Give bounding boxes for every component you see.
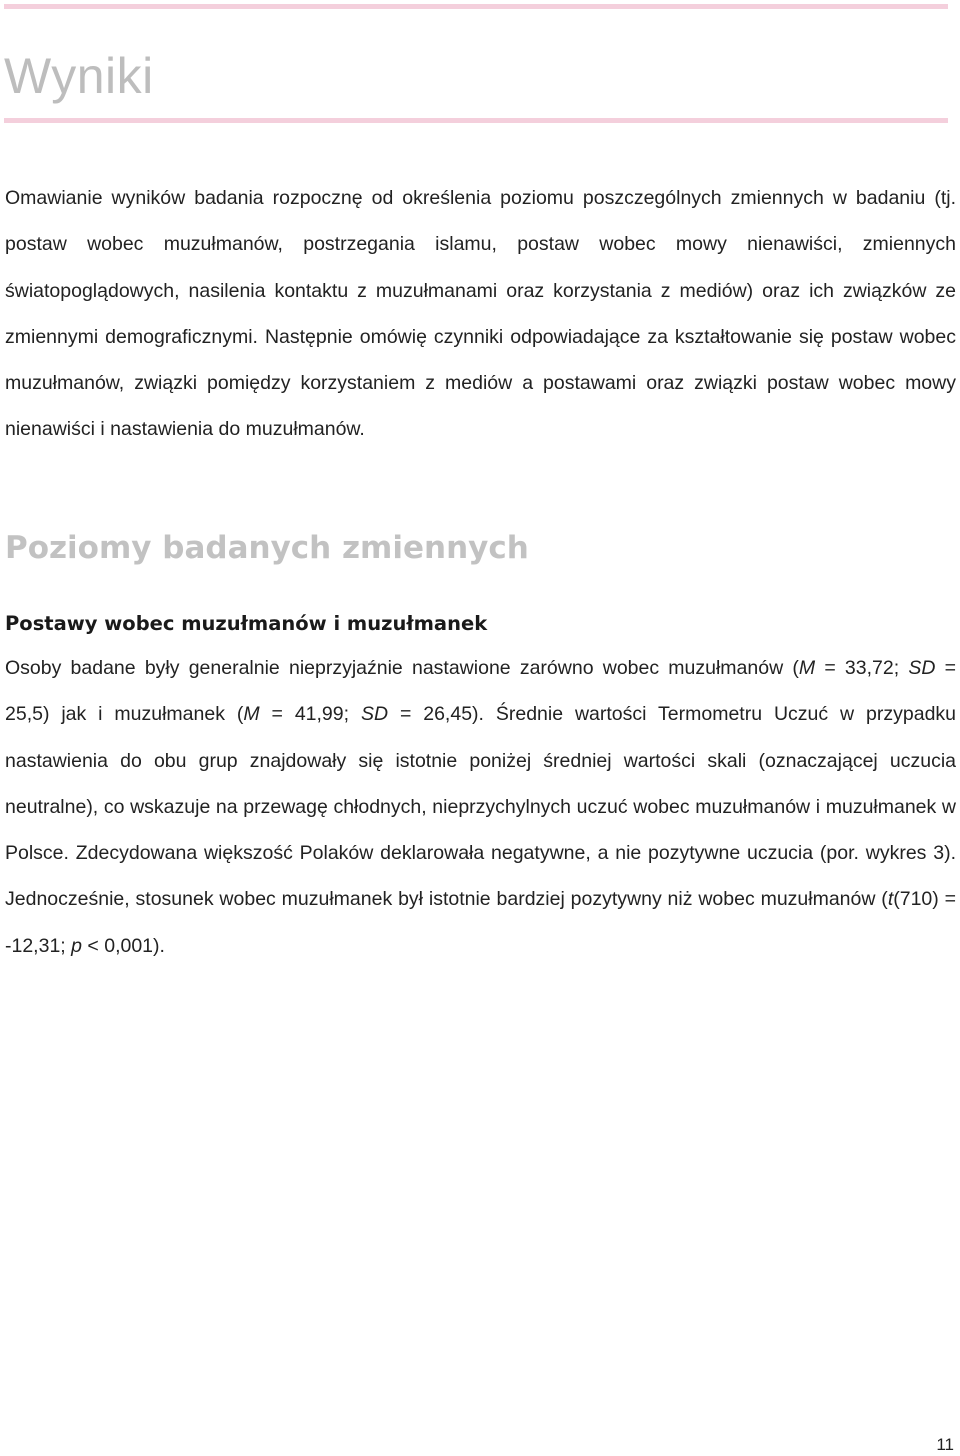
text-segment: < 0,001).	[82, 934, 165, 957]
header-bottom-rule	[4, 118, 948, 123]
section-heading: Poziomy badanych zmiennych	[5, 530, 529, 566]
subsection-heading: Postawy wobec muzułmanów i muzułmanek	[5, 612, 488, 635]
stat-symbol-mean: M	[798, 657, 816, 679]
text-segment: = 26,45). Średnie wartości Termometru Uczuć w przypadku nastawienia do obu grup znajdowały się istotnie poniżej średniej wartości skali (oznaczającej uczucia neutralne), co wskazuje na przewagę chłodnych, nieprzychylnych uczuć wobec muzułmanów i muzułmanek w Polsce. Zdecydowana większość Polaków deklarowała negatywne, a nie pozytywne uczucia (por. wykres 3). Jednocześnie, stosunek wobec muzułmanek był istotnie bardziej pozytywny niż wobec muzułmanów (	[5, 703, 957, 911]
page-number: 11	[936, 1435, 954, 1454]
attitudes-paragraph	[5, 645, 956, 969]
text-segment: Osoby badane były generalnie nieprzyjaźnie nastawione zarówno wobec muzułmanów (	[5, 657, 799, 679]
stat-symbol-sd: SD	[908, 657, 936, 679]
stat-symbol-t: t	[887, 888, 894, 911]
page-title: Wyniki	[4, 48, 154, 104]
stat-symbol-mean: M	[243, 703, 260, 726]
header-top-rule	[4, 4, 948, 9]
stat-symbol-sd: SD	[360, 703, 389, 726]
stat-symbol-p: p	[71, 934, 82, 957]
text-segment: = 41,99;	[259, 703, 361, 726]
intro-paragraph: Omawianie wyników badania rozpocznę od określenia poziomu poszczególnych zmiennych w badaniu (tj. postaw wobec muzułmanów, postrzegania islamu, postaw wobec mowy nienawiści, zmiennych światopoglądowych, nasilenia kontaktu z muzułmanami oraz korzystania z mediów) oraz ich związków ze zmiennymi demograficznymi. Następnie omówię czynniki odpowiadające za kształtowanie się postaw wobec muzułmanów, związki pomiędzy korzystaniem z mediów a postawami oraz związki postaw wobec mowy nienawiści i nastawienia do muzułmanów.	[5, 187, 956, 441]
text-segment: = 25,5) jak i muzułmanek (	[5, 657, 957, 726]
text-segment: (710) = -12,31;	[5, 888, 957, 957]
text-segment: = 33,72;	[815, 657, 909, 679]
